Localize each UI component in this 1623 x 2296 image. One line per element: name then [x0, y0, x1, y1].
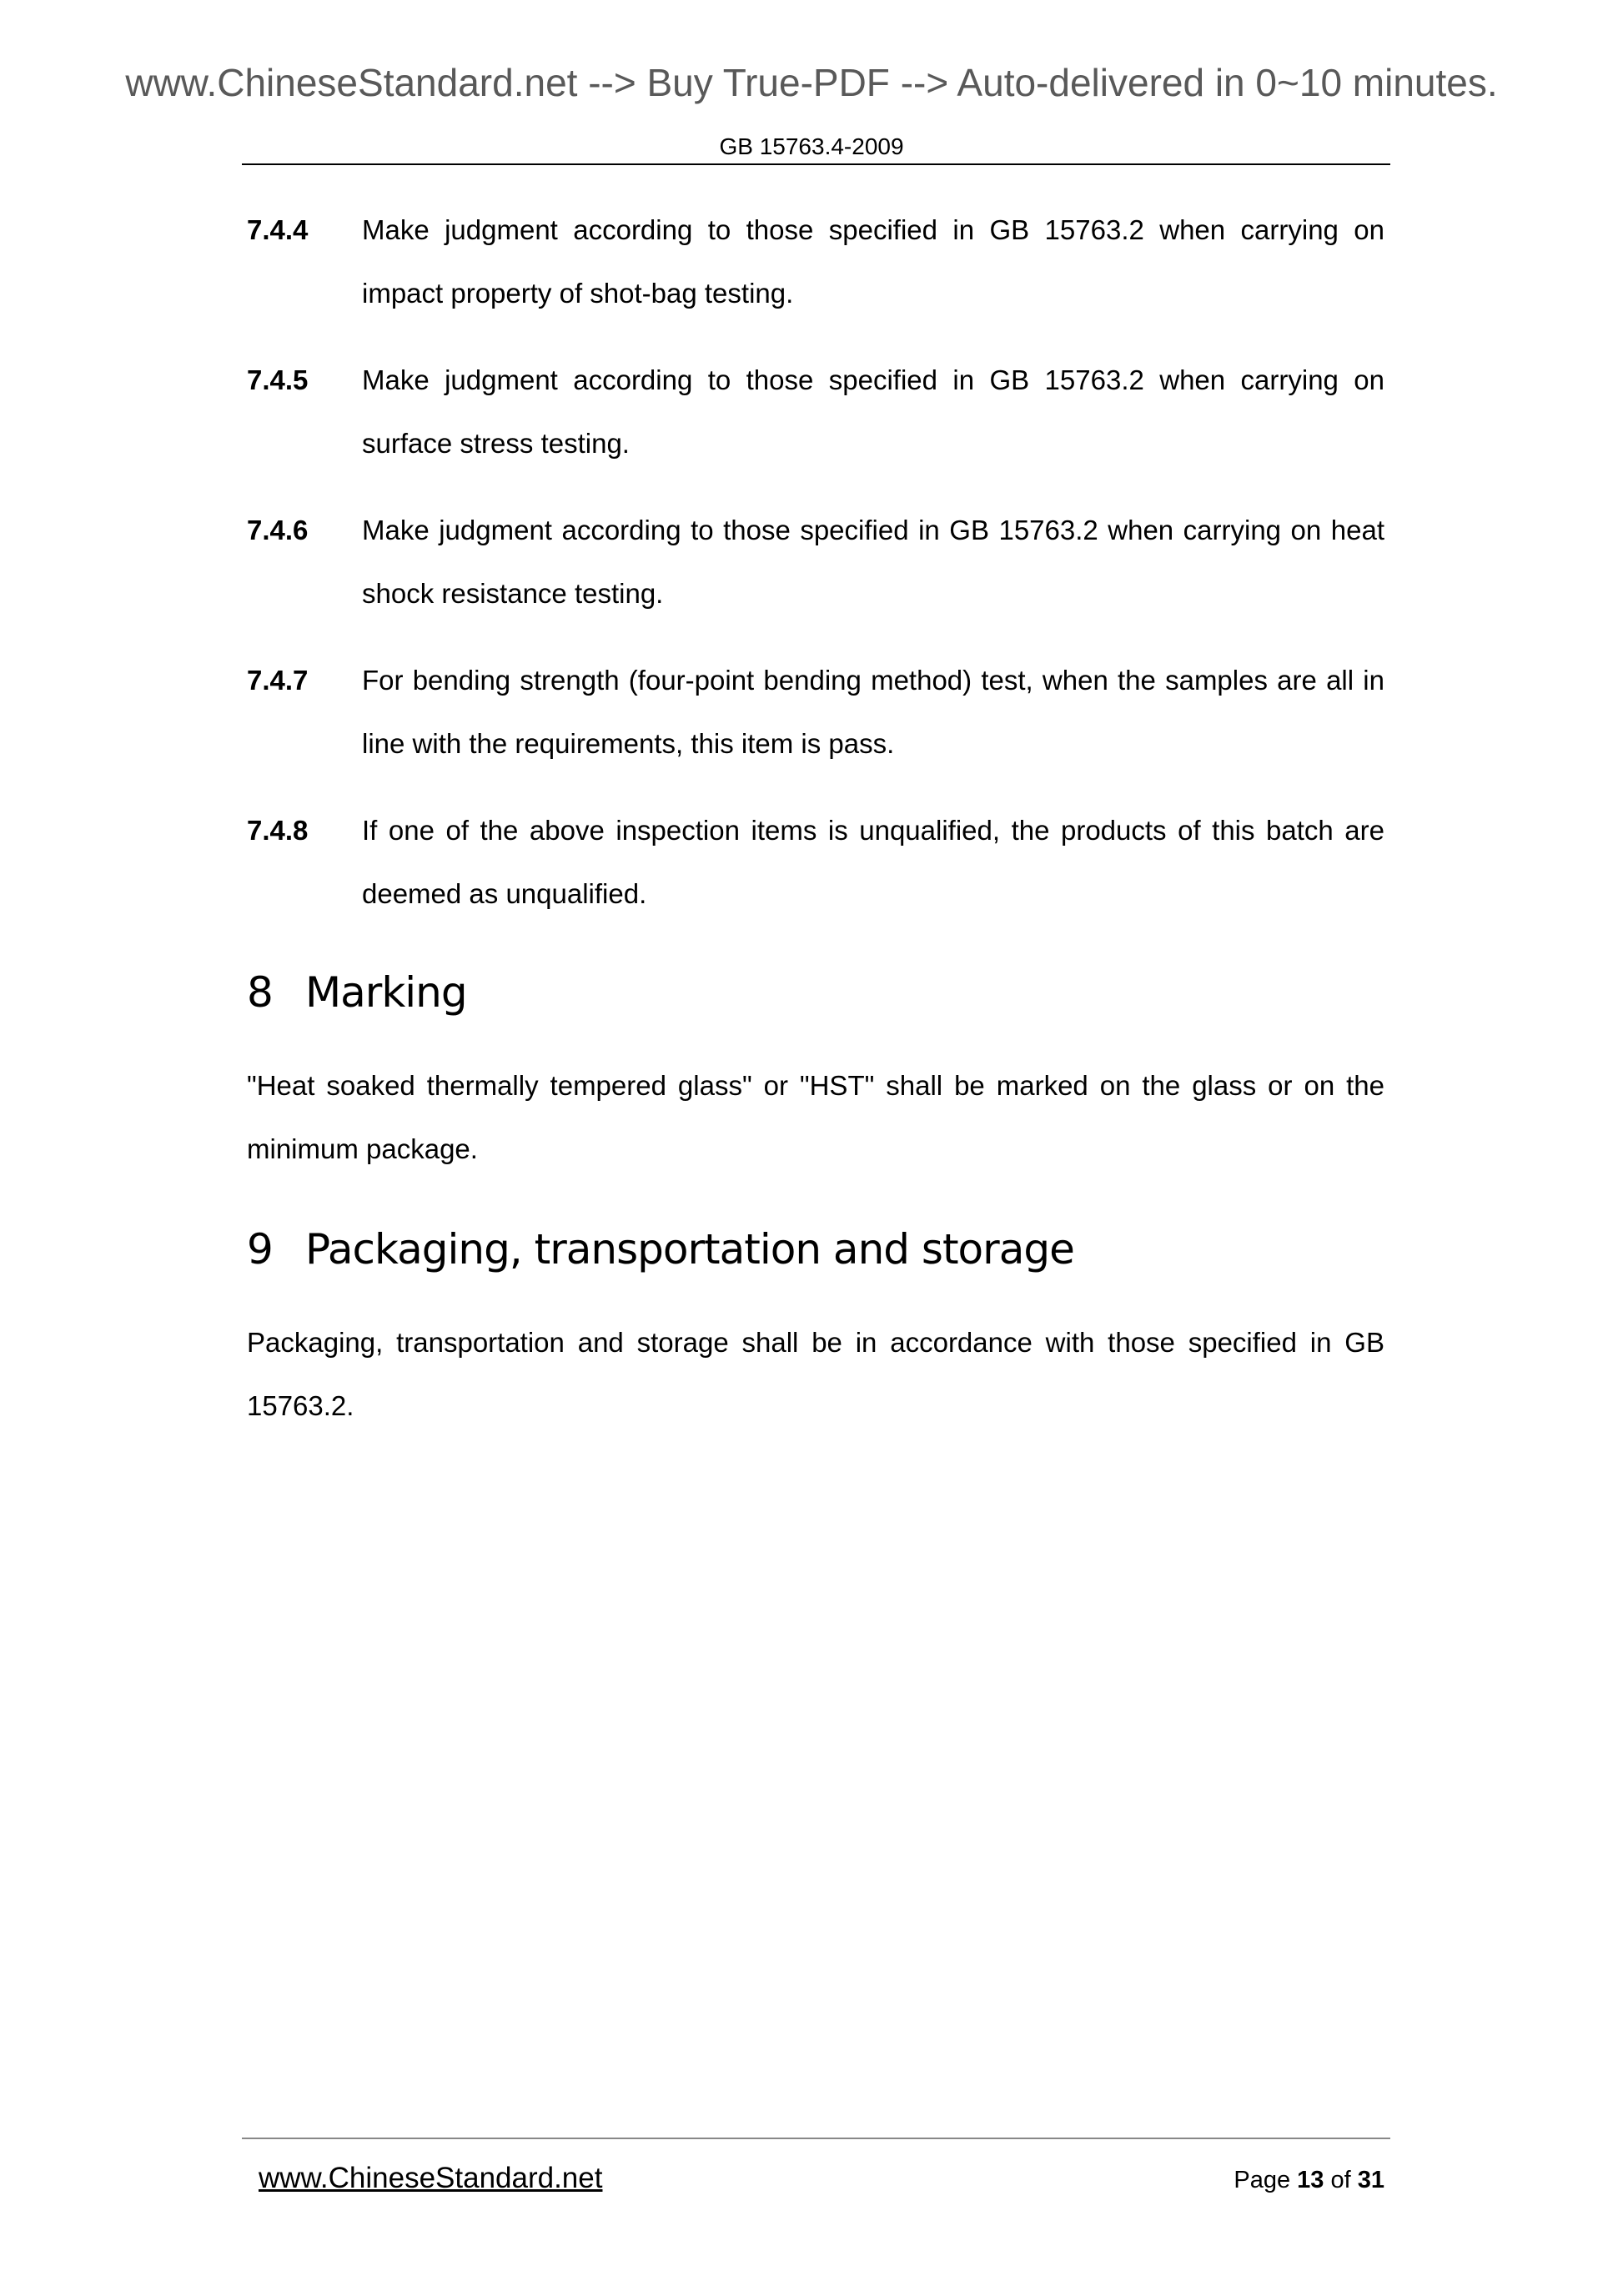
section-title: Packaging, transportation and storage — [305, 1225, 1074, 1274]
standard-code: GB 15763.4-2009 — [719, 133, 904, 159]
clause-7-4-4 — [247, 198, 1384, 325]
clause-text: Make judgment according to those specified in GB 15763.2 when carrying on impact property of shot-bag testing. — [362, 214, 1384, 309]
clause-number: 7.4.4 — [247, 214, 309, 245]
clause-text: Make judgment according to those specified in GB 15763.2 when carrying on heat shock resistance testing. — [362, 515, 1384, 609]
clause-number: 7.4.5 — [247, 364, 309, 395]
section-body-marking: "Heat soaked thermally tempered glass" or "HST" shall be marked on the glass or on the minimum package. — [247, 1070, 1384, 1164]
clause-number: 7.4.8 — [247, 815, 309, 846]
page-word: Page — [1234, 2167, 1291, 2193]
header-divider — [242, 163, 1390, 165]
clause-7-4-5 — [247, 349, 1384, 475]
clause-text: If one of the above inspection items is unqualified, the products of this batch are deemed as unqualified. — [362, 815, 1384, 909]
clause-text: For bending strength (four-point bending method) test, when the samples are all in line with the requirements, this item is pass. — [362, 665, 1384, 759]
footer-website-link[interactable]: www.ChineseStandard.net — [259, 2162, 603, 2194]
section-heading-packaging — [247, 1224, 1074, 1274]
section-title: Marking — [305, 968, 467, 1017]
page-indicator — [1234, 2167, 1384, 2194]
footer-divider — [242, 2138, 1390, 2139]
clause-7-4-6 — [247, 499, 1384, 625]
clause-number: 7.4.7 — [247, 665, 309, 696]
clause-7-4-7 — [247, 649, 1384, 776]
page-of-word: of — [1330, 2167, 1351, 2193]
section-heading-marking — [247, 967, 467, 1017]
section-number: 8 — [247, 968, 273, 1017]
section-body-packaging: Packaging, transportation and storage shall be in accordance with those specified in GB 15763.2. — [247, 1327, 1384, 1421]
current-page-number: 13 — [1297, 2167, 1324, 2193]
clause-text: Make judgment according to those specified in GB 15763.2 when carrying on surface stress testing. — [362, 364, 1384, 459]
section-number: 9 — [247, 1225, 273, 1274]
clause-7-4-8 — [247, 799, 1384, 926]
total-pages-number: 31 — [1357, 2167, 1384, 2193]
clause-number: 7.4.6 — [247, 515, 309, 545]
site-banner: www.ChineseStandard.net --> Buy True-PDF --> Auto-delivered in 0~10 minutes. — [125, 61, 1498, 104]
